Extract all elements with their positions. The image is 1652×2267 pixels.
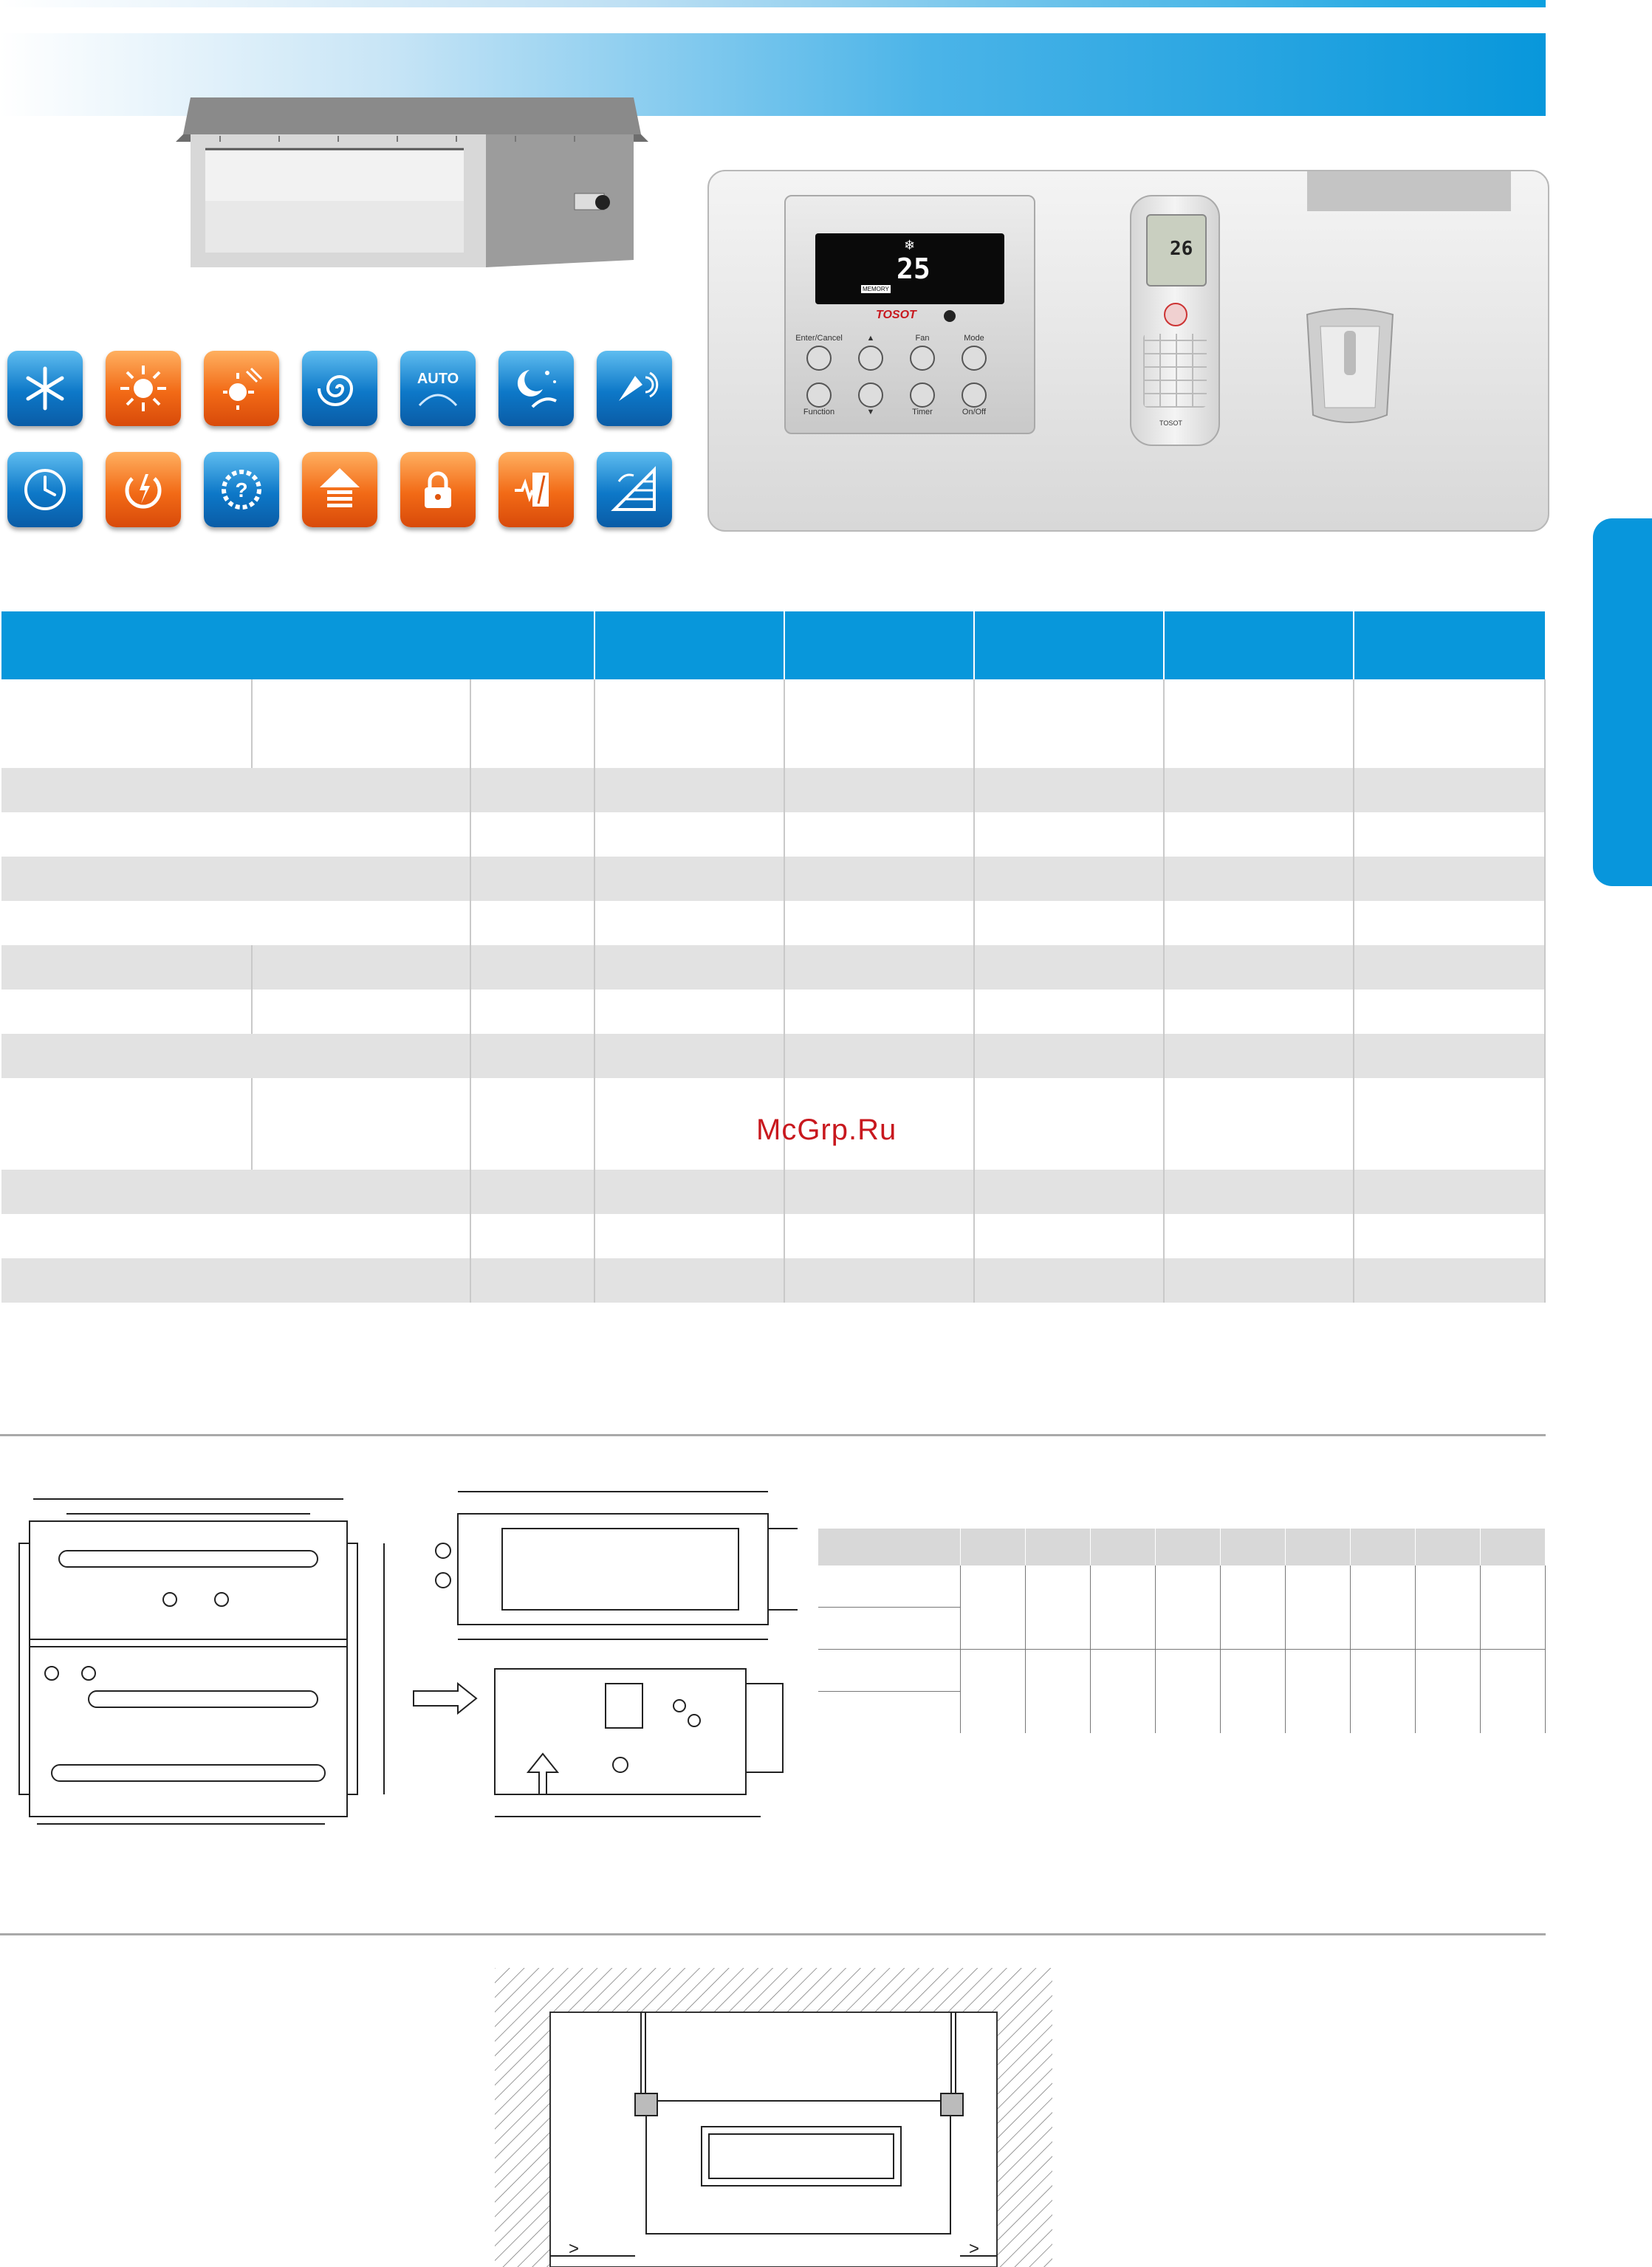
specification-table [0,611,1546,1303]
remote-screen [1146,214,1207,287]
panel-label-box [1307,171,1511,211]
wired-controller [784,195,1035,434]
side-tab [1593,518,1652,886]
auto-mode-label: AUTO [417,371,459,387]
btn-label-up: ▲ [866,334,875,343]
installation-diagram [487,1961,1056,2267]
spec-row [1,812,1545,857]
heating-icon [204,351,279,426]
btn-label-mode: Mode [964,334,984,343]
wired-controller-logo: TOSOT [876,309,916,321]
btn-label-on-off: On/Off [962,408,987,416]
spec-row [1,1170,1545,1214]
clearance-mark-left: > [569,2239,580,2259]
spec-row [1,1214,1545,1258]
spiral-fan-icon [302,351,377,426]
spec-row [1,945,1545,990]
btn-label-timer: Timer [912,408,933,416]
spec-row [1,990,1545,1034]
self-diagnosis-icon [204,452,279,527]
swing-icon [597,351,672,426]
spec-row [1,768,1545,812]
btn-label-down: ▼ [866,408,875,416]
spec-header-cell [1,611,594,679]
clock-timer-icon [7,452,83,527]
spec-row [1,679,1545,768]
enter-cancel-button[interactable] [806,346,832,371]
wired-controller-screen [815,233,1004,304]
spec-row [1,857,1545,901]
btn-label-function: Function [803,408,835,416]
remote-logo: TOSOT [1159,419,1182,427]
watermark: McGrp.Ru [756,1114,897,1146]
dim-row [818,1565,1546,1608]
dimension-drawings [15,1469,798,1839]
spec-header-cell [974,611,1165,679]
section-divider [0,1933,1546,1935]
spec-header-cell [594,611,784,679]
sensor-icon [944,310,956,322]
dim-header-row [818,1529,1546,1565]
fan-button[interactable] [910,346,935,371]
timer-button[interactable] [910,383,935,408]
section-divider [0,1434,1546,1436]
duct-unit-photo [176,90,648,275]
dim-row [818,1650,1546,1692]
sun-icon [106,351,181,426]
btn-label-fan: Fan [915,334,930,343]
wired-temp-display: 25 [897,253,930,285]
on-off-button[interactable] [962,383,987,408]
anti-cold-icon [498,452,574,527]
clearance-mark-right: > [969,2239,980,2259]
down-button[interactable] [858,383,883,408]
auto-mode-icon [400,351,476,426]
spec-header-cell [1354,611,1545,679]
power-restart-icon [106,452,181,527]
snowflake-icon [7,351,83,426]
svg-text:?: ? [235,479,248,501]
spec-row [1,1034,1545,1078]
btn-label-enter-cancel: Enter/Cancel [795,334,843,343]
remote-power-button[interactable] [1164,303,1187,326]
mode-button[interactable] [962,346,987,371]
remote-temp-display: 26 [1170,238,1193,260]
top-accent-line [0,0,1546,7]
lift-pump-icon [302,452,377,527]
snowflake-icon: ❄ [904,238,916,253]
function-button[interactable] [806,383,832,408]
lock-icon [400,452,476,527]
up-button[interactable] [858,346,883,371]
remote-keypad[interactable] [1143,334,1207,408]
spec-header-cell [784,611,974,679]
spec-header-cell [1164,611,1354,679]
remote-holder [1303,304,1397,426]
sleep-mode-icon [498,351,574,426]
dimension-table [818,1529,1546,1733]
remote-control [1130,195,1220,446]
spec-header-row [1,611,1545,679]
memory-badge: MEMORY [863,286,889,292]
spec-row [1,901,1545,945]
filter-icon [597,452,672,527]
spec-row [1,1258,1545,1303]
